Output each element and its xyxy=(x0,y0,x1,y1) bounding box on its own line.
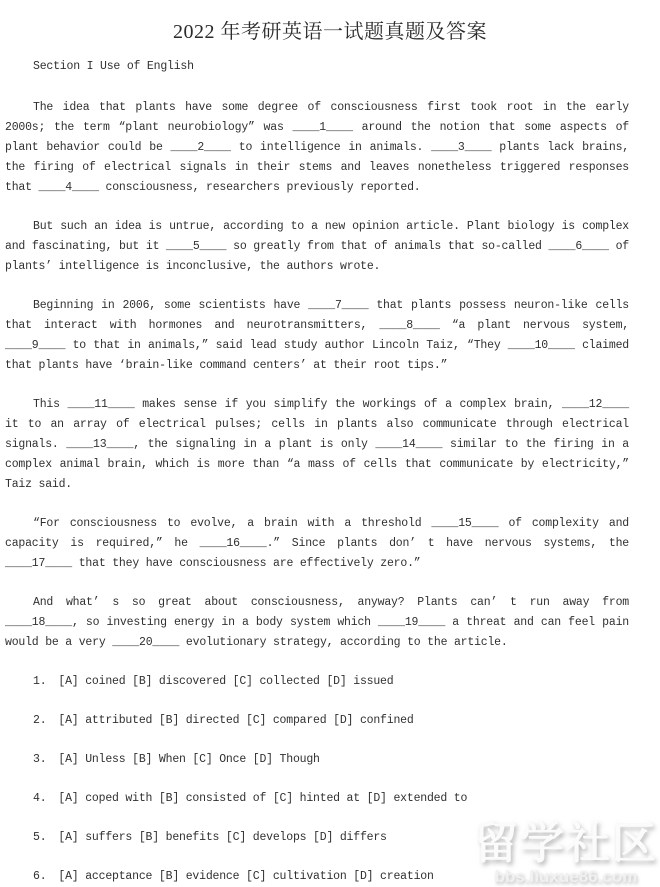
question-number: 6. xyxy=(33,869,47,883)
question-list xyxy=(0,672,660,887)
question-options: [A] Unless [B] When [C] Once [D] Though xyxy=(58,752,320,766)
passage-paragraph: “For consciousness to evolve, a brain with a threshold ____15____ of complexity and capacity is required,” he ____16____.” Since plants don’ t have nervous systems, the ____17____ that they have consciousness are effectively zero.” xyxy=(5,516,629,570)
passage-paragraph: And what’ s so great about consciousness, anyway? Plants can’ t run away from ____18____, so investing energy in a body system which ____19____ a threat and can feel pain would be a very ____20____ evolutionary strategy, according to the article. xyxy=(5,595,629,649)
document-page xyxy=(0,13,660,887)
passage xyxy=(0,98,660,653)
question-options: [A] coined [B] discovered [C] collected [D] issued xyxy=(58,674,394,688)
passage-paragraph: But such an idea is untrue, according to a new opinion article. Plant biology is complex and fascinating, but it ____5____ so greatly from that of animals that so-called ____6____ of plants’ intelligence is inconclusive, the authors wrote. xyxy=(5,219,629,273)
passage-paragraph: This ____11____ makes sense if you simplify the workings of a complex brain, ____12____ it to an array of electrical pulses; cells in plants also communicate through electrical signals. ____13____, the signaling in a plant is only ____14____ similar to the firing in a complex animal brain, which is more than “a mass of cells that communicate by electricity,” Taiz said. xyxy=(5,397,629,491)
question-number: 2. xyxy=(33,713,47,727)
question-item xyxy=(33,789,629,809)
question-options: [A] coped with [B] consisted of [C] hinted at [D] extended to xyxy=(58,791,468,805)
watermark-logo: 留学社区 xyxy=(474,819,658,869)
watermark-url: bbs.liuxue86.com xyxy=(494,867,638,887)
question-item xyxy=(33,672,629,692)
passage-paragraph: Beginning in 2006, some scientists have ____7____ that plants possess neuron-like cells that interact with hormones and neurotransmitters, ____8____ “a plant nervous system, ____9____ to that in animals,” said lead study author Lincoln Taiz, “They ____10____ claimed that plants have ‘brain-like command centers’ at their root tips.” xyxy=(5,298,629,372)
question-item xyxy=(33,711,629,731)
question-options: [A] attributed [B] directed [C] compared [D] confined xyxy=(58,713,414,727)
question-item xyxy=(33,867,629,887)
page-title: 2022 年考研英语一试题真题及答案 xyxy=(173,21,487,44)
passage-paragraph: The idea that plants have some degree of consciousness first took root in the early 2000s; the term “plant neurobiology” was ____1____ around the notion that some aspects of plant behavior could be ____2____ to intelligence in animals. ____3____ plants lack brains, the firing of electrical signals in their stems and leaves nonetheless triggered responses that ____4____ consciousness, researchers previously reported. xyxy=(5,100,629,194)
question-item xyxy=(33,828,629,848)
question-options: [A] acceptance [B] evidence [C] cultivation [D] creation xyxy=(58,869,434,883)
question-options: [A] suffers [B] benefits [C] develops [D] differs xyxy=(58,830,387,844)
question-number: 4. xyxy=(33,791,47,805)
question-number: 5. xyxy=(33,830,47,844)
question-number: 3. xyxy=(33,752,47,766)
section-heading: Section I Use of English xyxy=(33,59,194,73)
question-item xyxy=(33,750,629,770)
question-number: 1. xyxy=(33,674,47,688)
